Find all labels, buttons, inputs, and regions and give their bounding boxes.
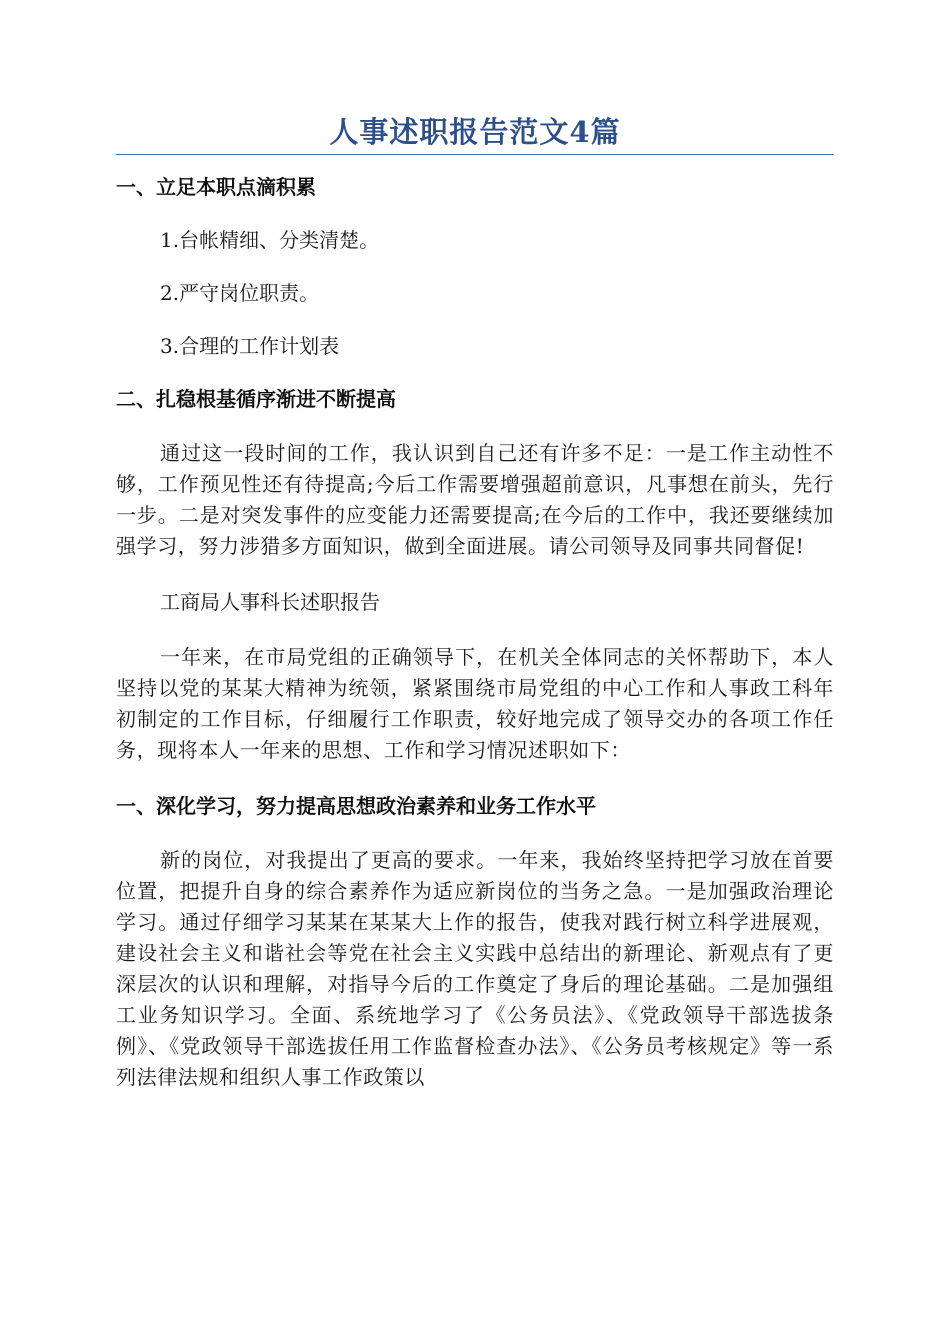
report-section-1-paragraph: 新的岗位，对我提出了更高的要求。一年来，我始终坚持把学习放在首要位置，把提升自身的综合素养作为适应新岗位的当务之急。一是加强政治理论学习。通过仔细学习某某在某某大上作的报告，使我对践行树立科学进展观，建设社会主义和谐社会等党在社会主义实践中总结出的新理论、新观点有了更深层次的认识和理解，对指导今后的工作奠定了身后的理论基础。二是加强组工业务知识学习。全面、系统地学习了《公务员法》、《党政领导干部选拔条例》、《党政领导干部选拔任用工作监督检查办法》、《公务员考核规定》等一系列法律法规和组织人事工作政策以 bbox=[116, 848, 834, 1089]
list-item-1: 1.台帐精细、分类清楚。 bbox=[160, 228, 380, 252]
list-item-3: 3.合理的工作计划表 bbox=[160, 334, 340, 358]
title-underline bbox=[116, 154, 834, 155]
list-item-2: 2.严守岗位职责。 bbox=[160, 281, 320, 305]
section-heading-1: 一、立足本职点滴积累 bbox=[116, 175, 316, 199]
report-subtitle: 工商局人事科长述职报告 bbox=[160, 590, 380, 614]
document-title: 人事述职报告范文4篇 bbox=[329, 115, 621, 149]
report-section-heading-1: 一、深化学习，努力提高思想政治素养和业务工作水平 bbox=[116, 794, 596, 818]
report-intro-paragraph: 一年来，在市局党组的正确领导下，在机关全体同志的关怀帮助下，本人坚持以党的某某大精神为统领，紧紧围绕市局党组的中心工作和人事政工科年初制定的工作目标，仔细履行工作职责，较好地完成了领导交办的各项工作任务，现将本人一年来的思想、工作和学习情况述职如下： bbox=[116, 645, 834, 762]
document-page bbox=[116, 112, 834, 1119]
section-heading-2: 二、扎稳根基循序渐进不断提高 bbox=[116, 387, 396, 411]
section-2-paragraph: 通过这一段时间的工作，我认识到自己还有许多不足：一是工作主动性不够，工作预见性还有待提高;今后工作需要增强超前意识，凡事想在前头，先行一步。二是对突发事件的应变能力还需要提高;在今后的工作中，我还要继续加强学习，努力涉猎多方面知识，做到全面进展。请公司领导及同事共同督促! bbox=[116, 441, 834, 558]
